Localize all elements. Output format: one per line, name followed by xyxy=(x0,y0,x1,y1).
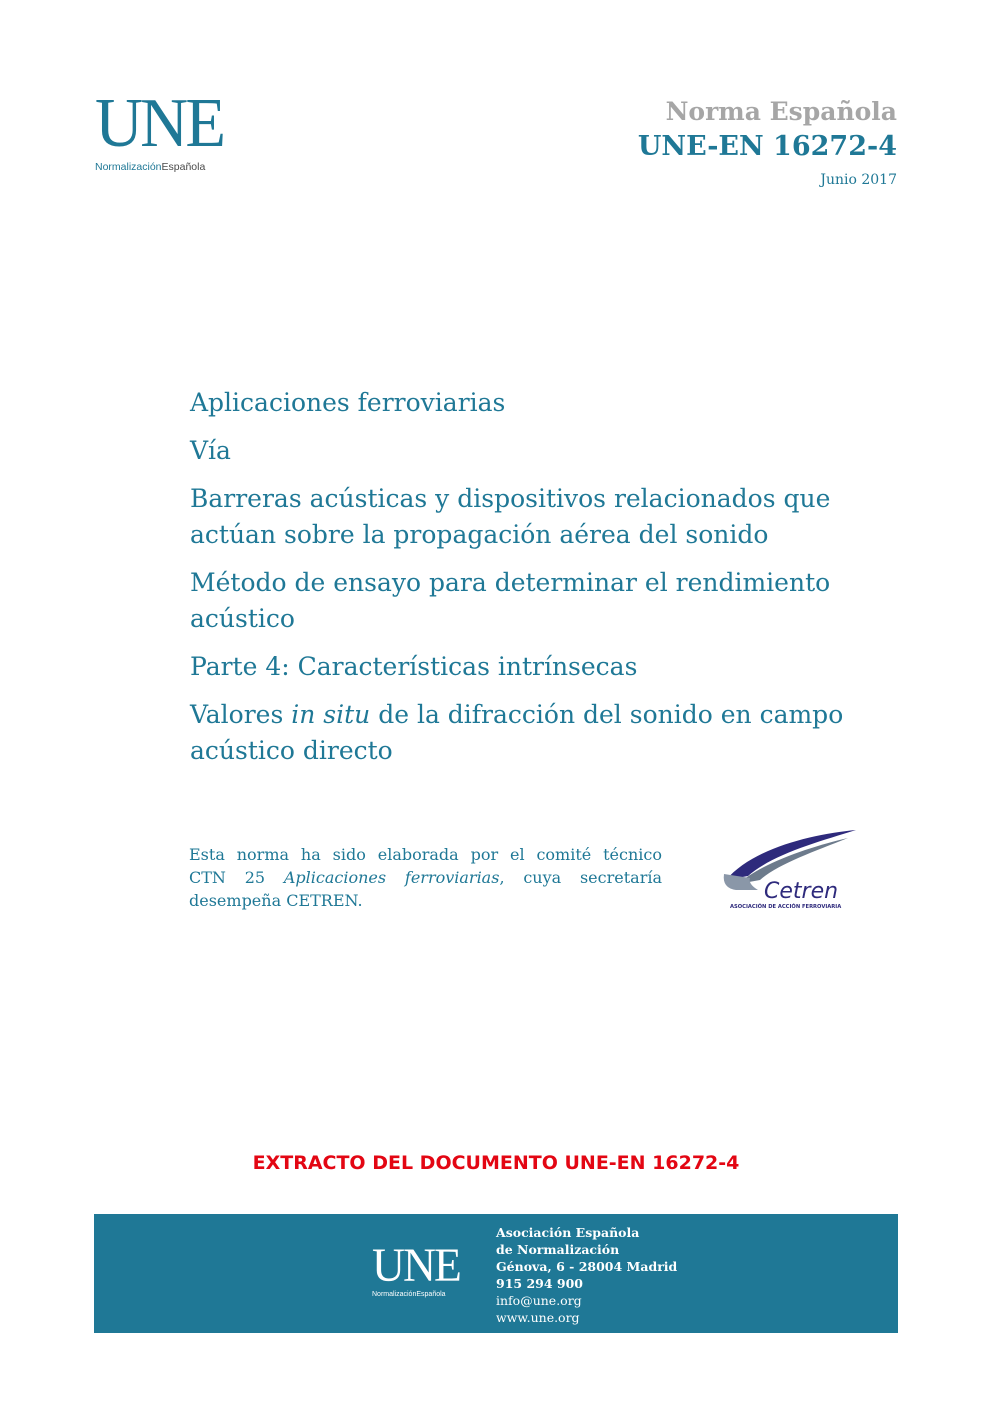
norma-code: UNE-EN 16272-4 xyxy=(637,131,897,162)
title-line-4b: acústico xyxy=(190,604,295,633)
committee-ctn: CTN 25 xyxy=(189,868,284,887)
title-line-6-italic: in situ xyxy=(291,700,371,729)
logo-sub-normalizacion: Normalización xyxy=(95,161,162,173)
title-line-3a: Barreras acústicas y dispositivos relacionados que xyxy=(190,484,831,513)
une-logo-mark: UNE xyxy=(95,85,224,162)
committee-row-3: desempeña CETREN. xyxy=(189,891,363,910)
logo-sub-espanola: Española xyxy=(161,161,206,173)
cetren-name: Cetren xyxy=(764,879,839,904)
footer-address xyxy=(496,1224,677,1326)
cetren-logo xyxy=(718,828,863,914)
footer-org-line-2: de Normalización xyxy=(496,1242,620,1257)
footer-web-link[interactable]: www.une.org xyxy=(496,1310,580,1325)
une-logo xyxy=(95,85,255,178)
une-logo-footer-subtitle xyxy=(372,1291,465,1298)
une-logo-subtitle xyxy=(95,161,255,173)
title-line-1: Aplicaciones ferroviarias xyxy=(190,388,506,417)
committee-secretaria: , cuya secretaría xyxy=(499,868,662,887)
title-line-3 xyxy=(190,481,890,553)
title-line-6 xyxy=(190,697,890,769)
title-line-2: Vía xyxy=(190,436,231,465)
cetren-tagline: ASOCIACIÓN DE ACCIÓN FERROVIARIA xyxy=(730,904,842,910)
title-line-6-post: de la difracción del sonido en campo xyxy=(370,700,844,729)
title-line-6b: acústico directo xyxy=(190,736,393,765)
title-line-3b: actúan sobre la propagación aérea del sonido xyxy=(190,520,769,549)
cetren-logo-graphic xyxy=(718,828,863,914)
footer-logo-sub-normalizacion: Normalización xyxy=(372,1291,417,1298)
norma-date: Junio 2017 xyxy=(820,172,897,188)
une-logo-footer xyxy=(372,1239,465,1298)
committee-note xyxy=(189,843,662,912)
norma-label: Norma Española xyxy=(665,97,897,126)
title-line-6-pre: Valores xyxy=(190,700,292,729)
une-logo-footer-mark: UNE xyxy=(372,1239,461,1292)
committee-name: Aplicaciones ferroviarias xyxy=(283,868,500,887)
title-line-4a: Método de ensayo para determinar el rendimiento xyxy=(190,568,831,597)
footer-logo-sub-espanola: Española xyxy=(416,1291,446,1298)
committee-row-1: Esta norma ha sido elaborada por el comité técnico xyxy=(189,845,662,864)
title-line-4 xyxy=(190,565,890,637)
extract-title: EXTRACTO DEL DOCUMENTO UNE-EN 16272-4 xyxy=(252,1152,740,1174)
committee-row-2 xyxy=(189,866,662,889)
footer-street: Génova, 6 - 28004 Madrid xyxy=(496,1259,678,1274)
footer-org-line-1: Asociación Española xyxy=(496,1225,640,1240)
footer-email-link[interactable]: info@une.org xyxy=(496,1293,582,1308)
title-line-5: Parte 4: Características intrínsecas xyxy=(190,652,638,681)
document-title xyxy=(190,385,890,781)
footer-phone: 915 294 900 xyxy=(496,1276,583,1291)
header-right xyxy=(638,96,897,188)
